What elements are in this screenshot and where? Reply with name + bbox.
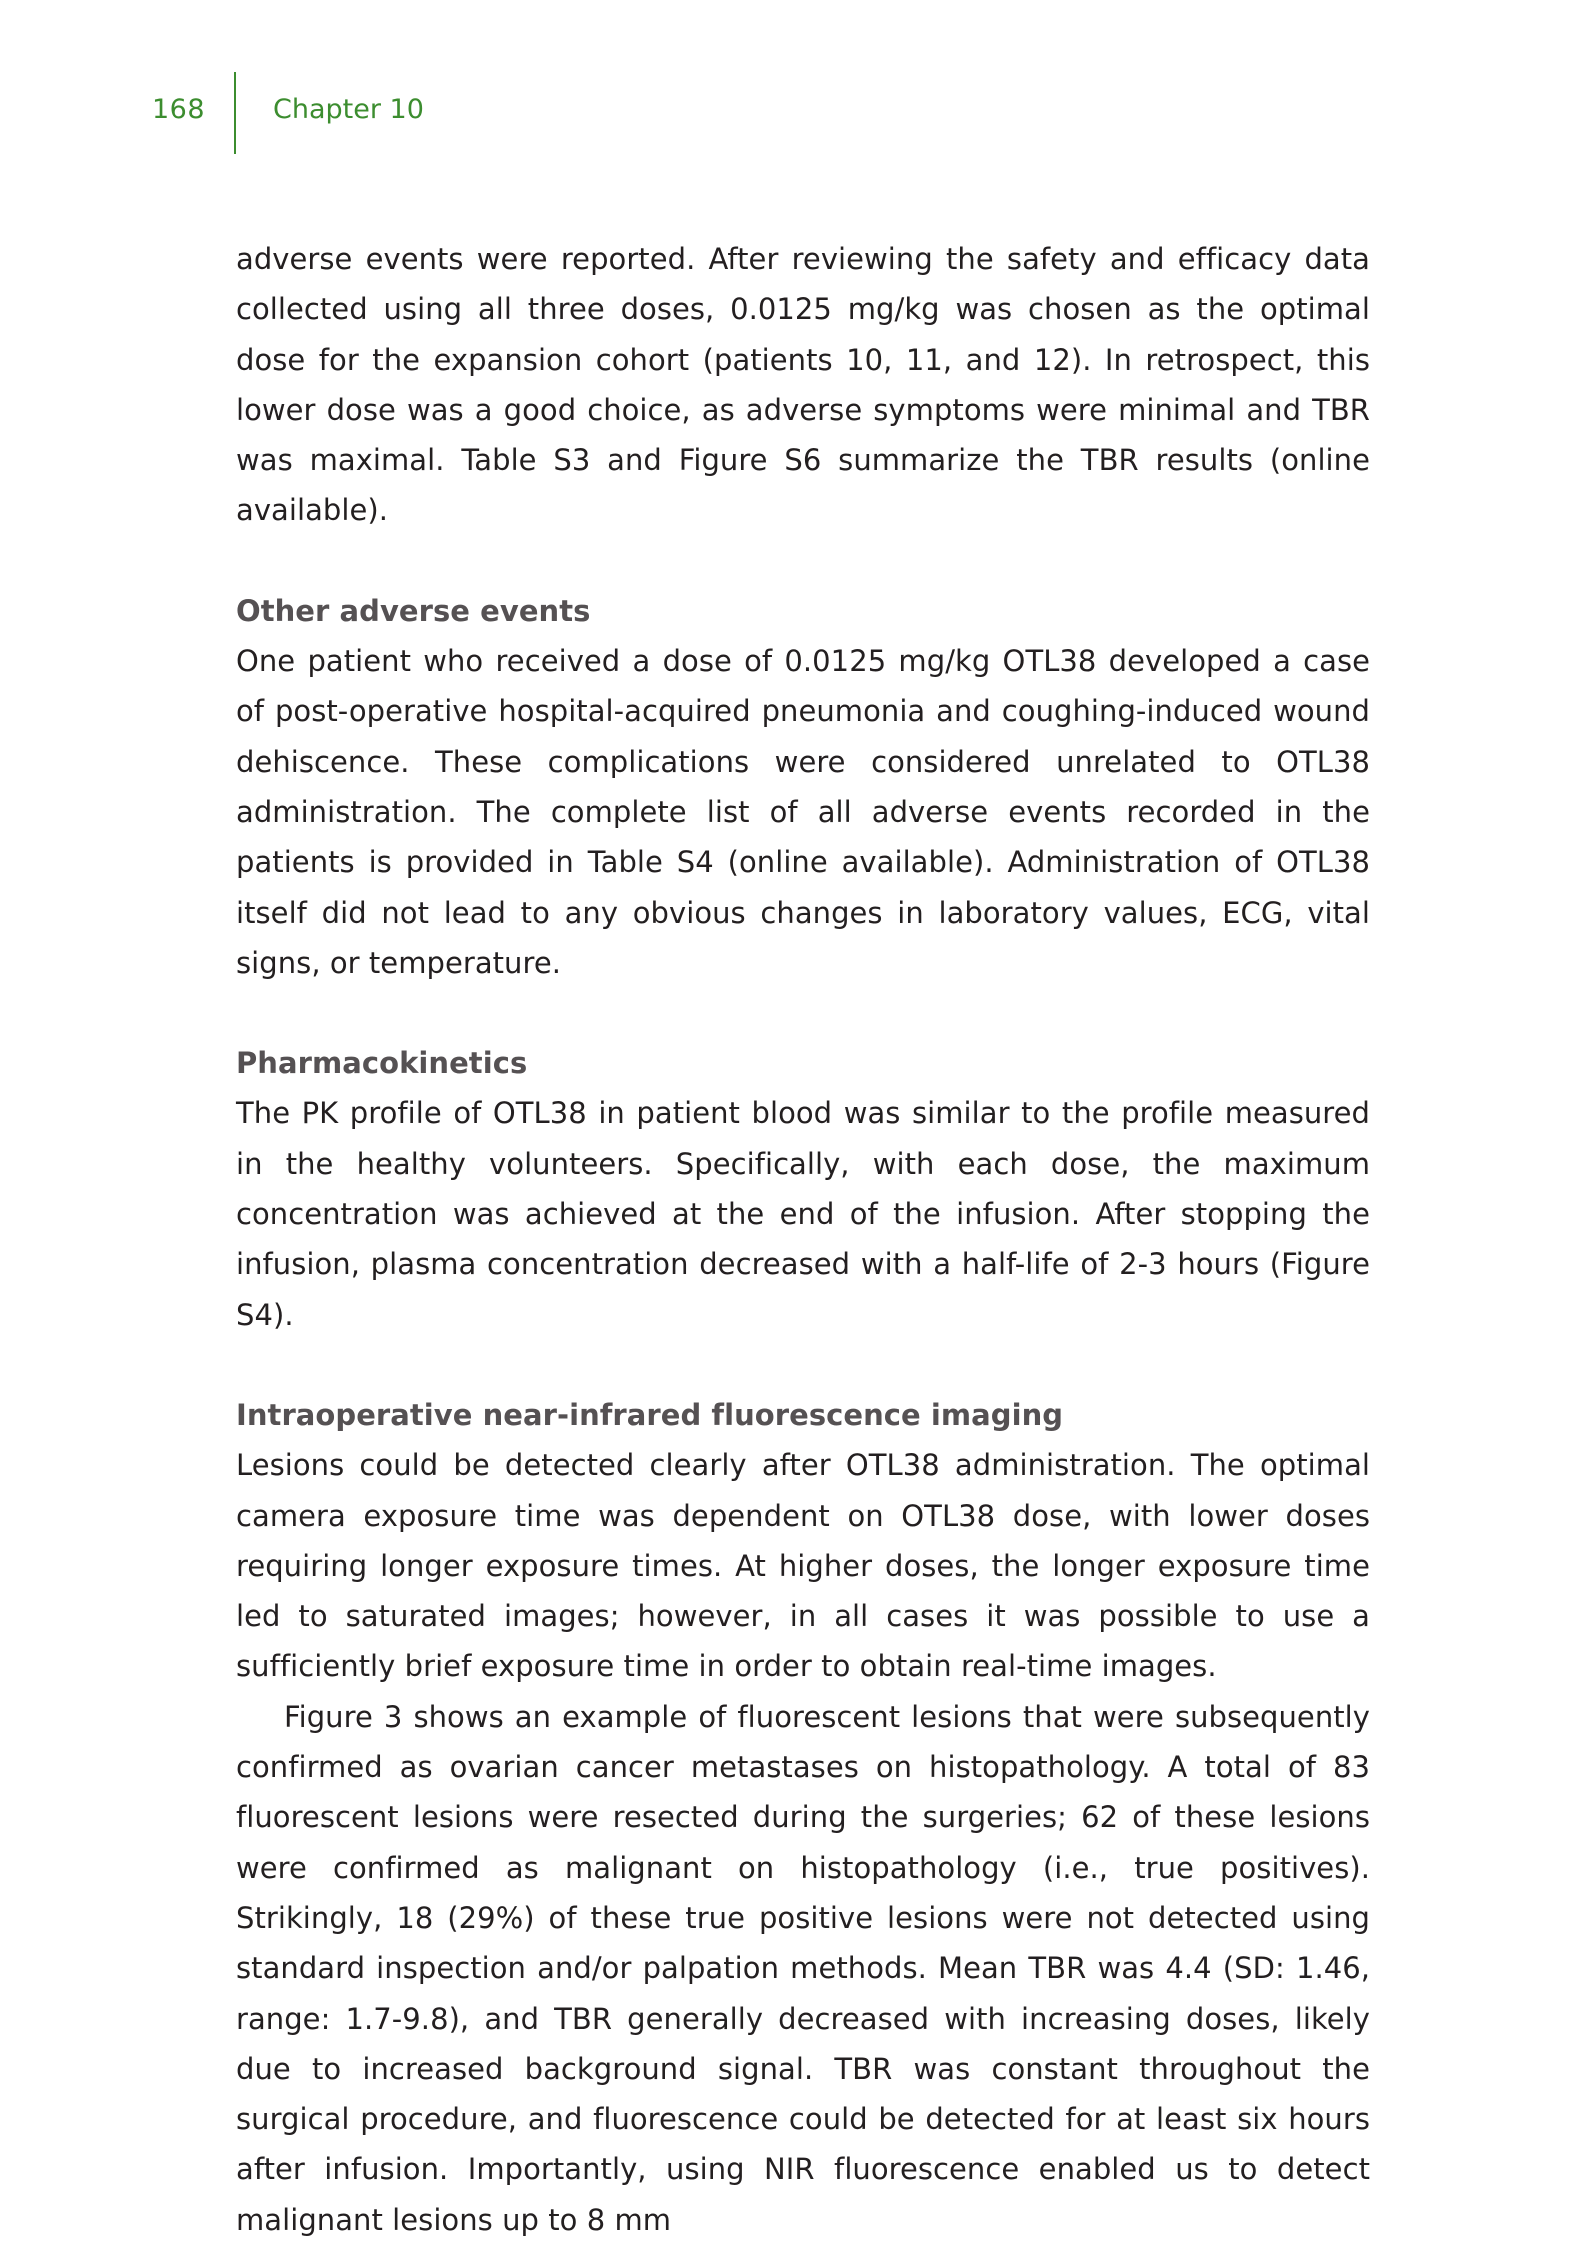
body-text: [236, 234, 1370, 2245]
section-nir-imaging: [236, 1390, 1370, 2245]
paragraph: One patient who received a dose of 0.0125 mg/kg OTL38 developed a case of post-operative hospital-acquired pneumonia and coughing-induced wound dehiscence. These complications were considered unrelated to OTL38 administration. The complete list of all adverse events recorded in the patients is provided in Table S4 (online available). Administration of OTL38 itself did not lead to any obvious changes in laboratory values, ECG, vital signs, or temperature.: [236, 644, 1370, 980]
intro-paragraph: adverse events were reported. After reviewing the safety and efficacy data collected using all three doses, 0.0125 mg/kg was chosen as the optimal dose for the expansion cohort (patients 10, 11, and 12). In retrospect, this lower dose was a good choice, as adverse symptoms were minimal and TBR was maximal. Table S3 and Figure S6 summarize the TBR results (online available).: [236, 242, 1370, 528]
paragraph: Lesions could be detected clearly after OTL38 administration. The optimal camera exposure time was dependent on OTL38 dose, with lower doses requiring longer exposure times. At higher doses, the longer exposure time led to saturated images; however, in all cases it was possible to use a sufficiently brief exposure time in order to obtain real-time images.: [236, 1448, 1370, 1684]
section-other-adverse-events: [236, 586, 1370, 988]
section-heading: Other adverse events: [236, 593, 591, 628]
running-head: [0, 72, 1593, 162]
page-number: 168: [152, 94, 206, 125]
section-heading: Pharmacokinetics: [236, 1046, 528, 1081]
section-pharmacokinetics: [236, 1038, 1370, 1340]
paragraph: Figure 3 shows an example of fluorescent lesions that were subsequently confirmed as ovarian cancer metastases on histopathology. A total of 83 fluorescent lesions were resected during the surgeries; 62 of these lesions were confirmed as malignant on histopathology (i.e., true positives). Strikingly, 18 (29%) of these true positive lesions were not detected using standard inspection and/or palpation methods. Mean TBR was 4.4 (SD: 1.46, range: 1.7-9.8), and TBR generally decreased with increasing doses, likely due to increased background signal. TBR was constant throughout the surgical procedure, and fluorescence could be detected for at least six hours after infusion. Importantly, using NIR fluorescence enabled us to detect malignant lesions up to 8 mm: [236, 1699, 1370, 2237]
header-divider: [234, 72, 236, 154]
section-heading: Intraoperative near-infrared fluorescence imaging: [236, 1397, 1064, 1432]
chapter-label: Chapter 10: [273, 94, 424, 125]
paragraph: The PK profile of OTL38 in patient blood was similar to the profile measured in the healthy volunteers. Specifically, with each dose, the maximum concentration was achieved at the end of the infusion. After stopping the infusion, plasma concentration decreased with a half-life of 2-3 hours (Figure S4).: [236, 1096, 1370, 1332]
